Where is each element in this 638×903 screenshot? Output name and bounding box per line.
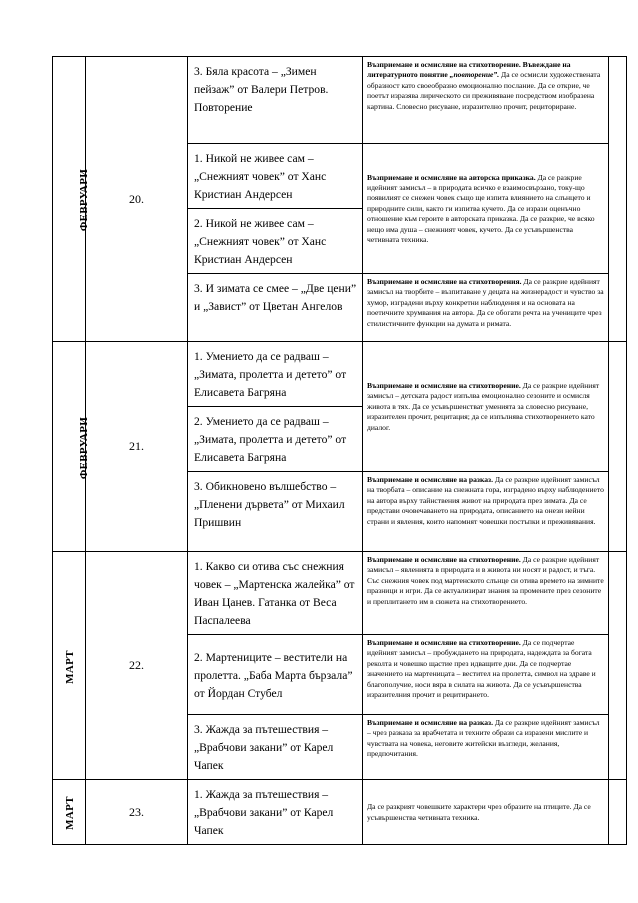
lesson-topic: 3. Обикновено вълшебство – „Пленени дървета” от Михаил Пришвин <box>188 472 363 552</box>
lesson-goal <box>363 342 609 472</box>
lesson-goal <box>363 780 609 845</box>
lesson-topic: 1. Какво си отива със снежния човек – „Мартенска жалейка” от Иван Цанев. Гатанка от Веса Паспалеева <box>188 552 363 635</box>
lesson-topic: 2. Мартениците – вестители на пролетта. „Баба Марта бързала” от Йордан Стубел <box>188 635 363 715</box>
notes-cell <box>609 57 627 342</box>
lesson-topic: 2. Умението да се радваш – „Зимата, пролетта и детето” от Елисавета Багряна <box>188 407 363 472</box>
lesson-goal <box>363 472 609 552</box>
goal-text: Да се разкрие идейният замисъл – детската радост изпълва емоционално сезоните и осмисля живота в тях. Да се усъвършенстват уменията за словесно рисуване, изразителен прочит, рецитация; да се изпълнява стихотворението като диалог. <box>367 380 600 432</box>
lesson-topic: 3. Жажда за пътешествия – „Врабчови закани” от Карел Чапек <box>188 715 363 780</box>
lesson-goal <box>363 274 609 342</box>
goal-text: Да се разкрие идейният замисъл на творбата – описание на снежната гора, изградено върху наблюдението на автора върху тайнствения живот на природата през зимата. Да се представи очовечаването на природата, описанието на онези нейни страни и явления, които напомнят човешки постъпки и преживявания. <box>367 475 604 526</box>
goal-text: Да се разкрие идейният замисъл – явленията в природата и в живота ни носят и радост, и тъга. Със снежния човек под мартенското слънце си отива времето на зимните празници и игри. Да се актуализират знания за промените през сезоните и преплитането им в сюжета на стихотворението. <box>367 555 604 606</box>
lesson-goal <box>363 715 609 780</box>
lesson-goal <box>363 552 609 635</box>
goal-term: „повторение”. <box>449 70 500 80</box>
week-number-cell <box>86 552 188 780</box>
month-cell <box>53 780 86 845</box>
month-label: ФЕВРУАРИ <box>78 168 91 232</box>
goal-heading: Възприемане и осмисляне на разказ. <box>367 475 493 484</box>
goal-text: Да се разкрие идейният замисъл – в природата всичко е взаимосвързано, току-що появилият се снежен човек също ще изпита влиянието на слънцето и природните сили, както ги изпитва кучето. Да се изрази оценъчно отношение към героите в авторската приказка. Да се разкрие, че всяко нещо има душа – снежният човек, кучето. Да се усъвършенства четивната техника. <box>367 172 595 245</box>
lesson-topic: 1. Жажда за пътешествия – „Врабчови закани” от Карел Чапек <box>188 780 363 845</box>
month-cell <box>53 342 91 552</box>
month-cell <box>53 57 91 342</box>
week-number-cell <box>86 342 188 552</box>
lesson-topic: 1. Умението да се радваш – „Зимата, пролетта и детето” от Елисавета Багряна <box>188 342 363 407</box>
month-label: МАРТ <box>63 649 76 684</box>
goal-heading: Възприемане и осмисляне на стихотворения. <box>367 277 522 286</box>
goal-text: Да се подчертае идейният замисъл – пробуждането на природата, надеждата за богата реколта и човешко щастие през идващите дни. Да се подчертае значението на мартеницата – вестител на пролетта, символ на здраве и благополучие, носи вяра в силата на живота. Да се усъвършенства изразителния прочит и рецитирането. <box>367 638 596 700</box>
notes-cell <box>609 342 627 552</box>
goal-heading: Възприемане и осмисляне на разказ. <box>367 718 493 727</box>
month-cell <box>53 552 86 780</box>
week-number: 21. <box>129 439 144 453</box>
goal-heading: Възприемане и осмисляне на стихотворение. <box>367 380 521 390</box>
goal-heading: Възприемане и осмисляне на стихотворение. <box>367 638 521 647</box>
notes-cell <box>609 780 627 845</box>
goal-heading: Възприемане и осмисляне на авторска приказка. <box>367 172 536 182</box>
lesson-topic: 1. Никой не живее сам – „Снежният човек” от Ханс Кристиан Андерсен <box>188 144 363 209</box>
week-number: 23. <box>129 804 144 819</box>
week-number: 20. <box>129 191 144 206</box>
notes-cell <box>609 552 627 780</box>
goal-text: Да се осмисли художествената образност като своеобразно емоционално послание. Да се открие, че поетът изразява лирическото си преживяване посредством изобразена картина. Словесно рисуване, изразително прочит, рециториране. <box>367 70 601 111</box>
goal-text: Да се разкрие идейният замисъл на творбите – възпитаване у децата на жизнерадост и чувство за хумор, изградени върху конкретни наблюдения и на основата на поетичните хрумвания на автора. Да се обогати речта на учениците чрез стилистичните функции на думата и римата. <box>367 277 604 328</box>
goal-heading: Възприемане и осмисляне на стихотворение. <box>367 555 521 564</box>
lesson-goal <box>363 57 609 144</box>
lesson-topic: 3. Бяла красота – „Зимен пейзаж” от Валери Петров. Повторение <box>188 57 363 144</box>
lesson-topic: 3. И зимата се смее – „Две цени” и „Завист” от Цветан Ангелов <box>188 274 363 342</box>
goal-text: Да се разкрият човешките характери чрез образите на птиците. Да се усъвършенства четивната техника. <box>367 802 591 822</box>
week-number-cell <box>86 57 188 342</box>
goal-heading: Възприемане и осмисляне на стихотворение. Въвеждане на литературното понятие <box>367 60 571 80</box>
lesson-goal <box>363 144 609 274</box>
week-number: 22. <box>129 658 144 672</box>
goal-text: Да се разкрие идейният замисъл – чрез разказа за врабчетата и техните образи са изразени мислите и чувствата на човека, неговите житейски възгледи, желания, предпочитания. <box>367 718 600 759</box>
lesson-topic: 2. Никой не живее сам – „Снежният човек” от Ханс Кристиан Андерсен <box>188 209 363 274</box>
month-label: ФЕВРУАРИ <box>78 416 91 479</box>
month-label: МАРТ <box>63 796 76 830</box>
week-number-cell <box>86 780 188 845</box>
lesson-goal <box>363 635 609 715</box>
lesson-plan-table <box>52 56 627 845</box>
